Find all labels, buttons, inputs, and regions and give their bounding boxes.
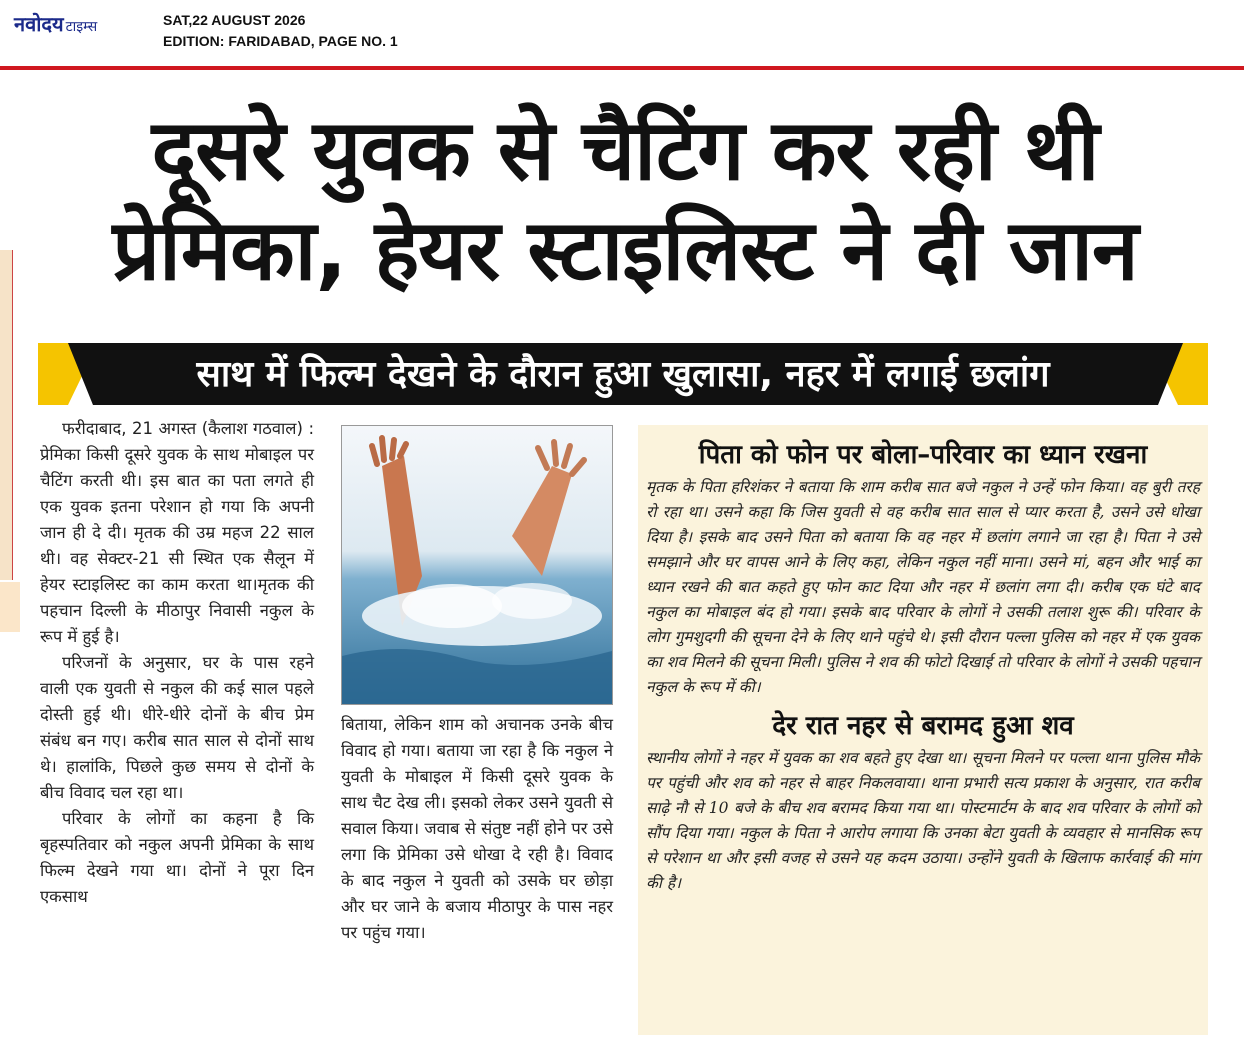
- sidebar-box: [638, 425, 1208, 1035]
- masthead-rule: [0, 66, 1244, 70]
- sidebar-heading-1: पिता को फोन पर बोला–परिवार का ध्यान रखना: [698, 440, 1148, 470]
- subheadline: साथ में फिल्म देखने के दौरान हुआ खुलासा, नहर में लगाई छलांग: [196, 354, 1050, 395]
- edition-info: EDITION: FARIDABAD, PAGE NO. 1: [163, 33, 398, 49]
- article-paragraph: परिवार के लोगों का कहना है कि बृहस्पतिवार को नकुल अपनी प्रेमिका के साथ फिल्म देखने गया था। दोनों ने पूरा दिन एकसाथ: [40, 809, 314, 906]
- article-paragraph: फरीदाबाद, 21 अगस्त (कैलाश गठवाल) : प्रेमिका किसी दूसरे युवक के साथ मोबाइल पर चैटिंग करती थी। इस बात का पता लगते ही एक युवक इतना परेशान हो गया कि अपनी जान ही दे दी। मृतक की उम्र महज 22 साल थी। वह सेक्टर-21 सी स्थित एक सैलून में हेयर स्टाइलिस्ट का काम करता था।मृतक की पहचान दिल्ली के मीठापुर निवासी नकुल के रूप में हुई है।: [40, 419, 314, 646]
- sidebar-text-2: स्थानीय लोगों ने नहर में युवक का शव बहते हुए देखा था। सूचना मिलने पर पल्ला थाना पुलिस मौके पर पहुंची और शव को नहर से बाहर निकलवाया। थाना प्रभारी सत्य प्रकाश के अनुसार, रात करीब साढ़े नौ से 10 बजे के बीच शव बरामद किया गया था। पोस्टमार्टम के बाद शव परिवार के लोगों को सौंप दिया गया। नकुल के पिता ने आरोप लगाया कि उनका बेटा युवती के व्यवहार से मानसिक रूप से परेशान था और इसी वजह से उसने यह कदम उठाया। उन्होंने युवती के खिलाफ कार्रवाई की मांग की है।: [646, 749, 1200, 892]
- article-column-2: [341, 712, 613, 946]
- article-headline: [40, 100, 1210, 300]
- left-adjacent-box-2: [0, 582, 20, 632]
- article-paragraph: बिताया, लेकिन शाम को अचानक उनके बीच विवाद हो गया। बताया जा रहा है कि नकुल ने युवती के मोबाइल में किसी दूसरे युवक के साथ चैट देख ली। इसको लेकर उसने युवती से सवाल किया। जवाब से संतुष्ट नहीं होने पर उसे लगा कि प्रेमिका उसे धोखा दे रही है। विवाद के बाद नकुल ने युवती को उसके घर छोड़ा और घर जाने के बजाय मीठापुर के पास नहर पर पहुंच गया।: [341, 715, 613, 942]
- sidebar-heading-2: देर रात नहर से बरामद हुआ शव: [772, 711, 1074, 741]
- newspaper-logo: [14, 10, 97, 37]
- dateline: [163, 10, 398, 52]
- headline-line-1: दूसरे युवक से चैटिंग कर रही थी: [151, 101, 1099, 199]
- logo-main: नवोदय: [14, 12, 64, 36]
- masthead: [0, 0, 1244, 66]
- article-column-1: [40, 416, 314, 910]
- headline-line-2: प्रेमिका, हेयर स्टाइलिस्ट ने दी जान: [112, 201, 1138, 299]
- right-adjacent-column: [1214, 80, 1244, 1046]
- right-adjacent-headline-fragment: [1214, 92, 1244, 152]
- left-adjacent-column: [0, 80, 14, 1046]
- issue-date: SAT,22 AUGUST 2026: [163, 12, 306, 28]
- left-adjacent-box: [0, 250, 13, 580]
- sidebar-text-1: मृतक के पिता हरिशंकर ने बताया कि शाम करीब सात बजे नकुल ने उन्हें फोन किया। वह बुरी तरह रो रहा था। उसने कहा कि जिस युवती से वह करीब सात साल से प्यार करता है, उसने उसे धोखा दिया है। इसके बाद उसने पिता को बताया कि वह नहर में छलांग लगाने जा रहा है। पिता ने उसे समझाने और घर वापस आने के लिए कहा, लेकिन नकुल नहीं माना। उसने मां, बहन और भाई का ध्यान रखने की बात कहते हुए फोन काट दिया और नहर में छलांग लगा दी। करीब एक घंटे बाद नकुल का मोबाइल बंद हो गया। इसके बाद परिवार के लोगों ने उसकी तलाश शुरू की। परिवार के लोग गुमशुदगी की सूचना देने के लिए थाने पहुंचे थे। इसी दौरान पल्ला पुलिस को नहर में एक युवक का शव मिलने की सूचना मिली। पुलिस ने शव की फोटो दिखाई तो परिवार के लोगों ने उसकी पहचान नकुल के रूप में की।: [646, 478, 1200, 696]
- article-paragraph: परिजनों के अनुसार, घर के पास रहने वाली एक युवती से नकुल की कई साल पहले दोस्ती हुई थी। धीरे-धीरे दोनों के बीच प्रेम संबंध बन गए। करीब सात साल से दोनों साथ थे। हालांकि, पिछले कुछ समय से दोनों के बीच विवाद चल रहा था।: [40, 653, 314, 802]
- drowning-hands-photo: [341, 425, 613, 705]
- logo-sub: टाइम्स: [65, 19, 98, 35]
